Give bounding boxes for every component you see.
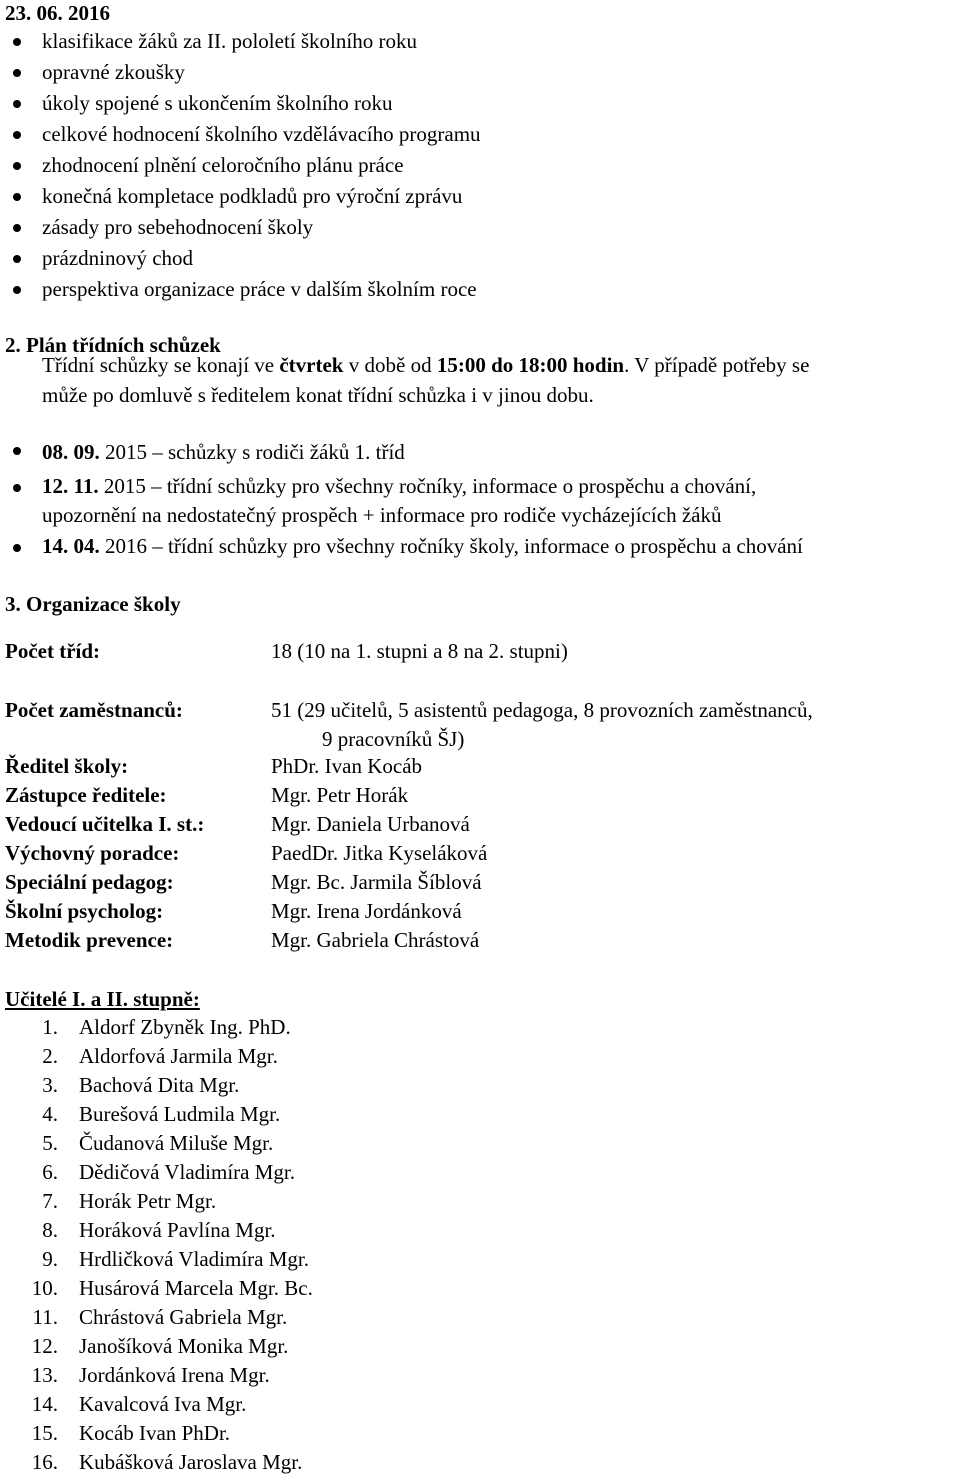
bullet-icon (13, 484, 21, 492)
teacher-number: 14. (31, 1392, 58, 1416)
teacher-name: Dědičová Vladimíra Mgr. (79, 1160, 295, 1184)
role-label: Vedoucí učitelka I. st.: (5, 812, 205, 836)
teacher-name: Kubášková Jaroslava Mgr. (79, 1450, 303, 1474)
teacher-name: Husárová Marcela Mgr. Bc. (79, 1276, 313, 1300)
teacher-number: 12. (31, 1334, 58, 1358)
teacher-name: Kocáb Ivan PhDr. (79, 1421, 231, 1445)
bullet-icon (13, 193, 21, 201)
agenda-item: zhodnocení plnění celoročního plánu práce (42, 153, 404, 177)
section-2-paragraph (42, 351, 809, 380)
teacher-number: 6. (42, 1160, 58, 1184)
role-label: Školní psycholog: (5, 899, 164, 923)
meeting-date-1: 08. 09. (42, 440, 100, 464)
bullet-icon (13, 286, 21, 294)
teacher-number: 1. (42, 1015, 58, 1039)
meeting-date-3: 14. 04. (42, 534, 100, 558)
role-value: Mgr. Gabriela Chrástová (271, 928, 480, 952)
role-value: PhDr. Ivan Kocáb (271, 754, 423, 778)
teacher-name: Aldorfová Jarmila Mgr. (79, 1044, 278, 1068)
bullet-icon (13, 544, 21, 552)
teacher-number: 4. (42, 1102, 58, 1126)
bullet-icon (13, 255, 21, 263)
teacher-number: 16. (31, 1450, 58, 1474)
bullet-icon (13, 131, 21, 139)
para-text-e: . V případě potřeby se (624, 353, 810, 377)
role-value: Mgr. Petr Horák (271, 783, 409, 807)
section-2-title: 2. Plán třídních schůzek (5, 333, 221, 357)
teacher-name: Burešová Ludmila Mgr. (79, 1102, 281, 1126)
para-day: čtvrtek (279, 353, 344, 377)
teacher-number: 15. (31, 1421, 58, 1445)
staff-count-value: 51 (29 učitelů, 5 asistentů pedagoga, 8 provozních zaměstnanců, (271, 698, 813, 722)
role-value: Mgr. Bc. Jarmila Šíblová (271, 870, 482, 894)
teacher-name: Jordánková Irena Mgr. (79, 1363, 270, 1387)
section-2-paragraph-line2: může po domluvě s ředitelem konat třídní schůzka i v jinou dobu. (42, 383, 594, 407)
teacher-number: 2. (42, 1044, 58, 1068)
teacher-name: Čudanová Miluše Mgr. (79, 1131, 274, 1155)
role-label: Výchovný poradce: (5, 841, 180, 865)
meeting-date: 23. 06. 2016 (5, 1, 110, 25)
agenda-item: úkoly spojené s ukončením školního roku (42, 91, 393, 115)
meeting-text-3: 2016 – třídní schůzky pro všechny ročníky školy, informace o prospěchu a chování (105, 534, 803, 558)
teacher-number: 3. (42, 1073, 58, 1097)
meeting-item-1 (42, 438, 405, 467)
teacher-name: Aldorf Zbyněk Ing. PhD. (79, 1015, 291, 1039)
meeting-item-3 (42, 532, 803, 561)
role-label: Speciální pedagog: (5, 870, 174, 894)
class-count-label: Počet tříd: (5, 639, 101, 663)
teachers-title: Učitelé I. a II. stupně: (5, 987, 200, 1011)
section-3-title: 3. Organizace školy (5, 592, 181, 616)
class-count-value: 18 (10 na 1. stupni a 8 na 2. stupni) (271, 639, 568, 663)
role-label: Metodik prevence: (5, 928, 174, 952)
teacher-number: 11. (32, 1305, 58, 1329)
teacher-name: Kavalcová Iva Mgr. (79, 1392, 247, 1416)
role-value: PaedDr. Jitka Kyseláková (271, 841, 488, 865)
para-time: 15:00 do 18:00 hodin (436, 353, 625, 377)
bullet-icon (13, 69, 21, 77)
teacher-name: Janošíková Monika Mgr. (79, 1334, 289, 1358)
teacher-name: Bachová Dita Mgr. (79, 1073, 240, 1097)
agenda-item: klasifikace žáků za II. pololetí školního roku (42, 29, 417, 53)
teacher-number: 9. (42, 1247, 58, 1271)
teacher-number: 7. (42, 1189, 58, 1213)
teacher-name: Chrástová Gabriela Mgr. (79, 1305, 288, 1329)
meeting-item-2-line2: upozornění na nedostatečný prospěch + informace pro rodiče vycházejících žáků (42, 503, 722, 527)
role-label: Zástupce ředitele: (5, 783, 167, 807)
para-text-a: Třídní schůzky se konají ve (42, 353, 275, 377)
bullet-icon (13, 447, 21, 455)
agenda-item: prázdninový chod (42, 246, 194, 270)
teacher-name: Horáková Pavlína Mgr. (79, 1218, 276, 1242)
agenda-item: opravné zkoušky (42, 60, 185, 84)
teacher-number: 5. (42, 1131, 58, 1155)
bullet-icon (13, 38, 21, 46)
teacher-number: 8. (42, 1218, 58, 1242)
bullet-icon (13, 100, 21, 108)
teacher-number: 10. (31, 1276, 58, 1300)
meeting-date-2: 12. 11. (42, 474, 99, 498)
bullet-icon (13, 162, 21, 170)
staff-count-value-line2: 9 pracovníků ŠJ) (322, 727, 465, 751)
para-text-c: v době od (348, 353, 432, 377)
teacher-number: 13. (31, 1363, 58, 1387)
role-label: Ředitel školy: (5, 754, 129, 778)
meeting-text-1: 2015 – schůzky s rodiči žáků 1. tříd (105, 440, 405, 464)
agenda-item: perspektiva organizace práce v dalším školním roce (42, 277, 477, 301)
bullet-icon (13, 224, 21, 232)
role-value: Mgr. Irena Jordánková (271, 899, 462, 923)
meeting-item-2 (42, 472, 756, 501)
agenda-item: celkové hodnocení školního vzdělávacího programu (42, 122, 481, 146)
meeting-text-2: 2015 – třídní schůzky pro všechny ročníky, informace o prospěchu a chování, (103, 474, 757, 498)
teacher-name: Horák Petr Mgr. (79, 1189, 217, 1213)
agenda-item: konečná kompletace podkladů pro výroční zprávu (42, 184, 463, 208)
role-value: Mgr. Daniela Urbanová (271, 812, 470, 836)
teacher-name: Hrdličková Vladimíra Mgr. (79, 1247, 309, 1271)
staff-count-label: Počet zaměstnanců: (5, 698, 183, 722)
agenda-item: zásady pro sebehodnocení školy (42, 215, 314, 239)
